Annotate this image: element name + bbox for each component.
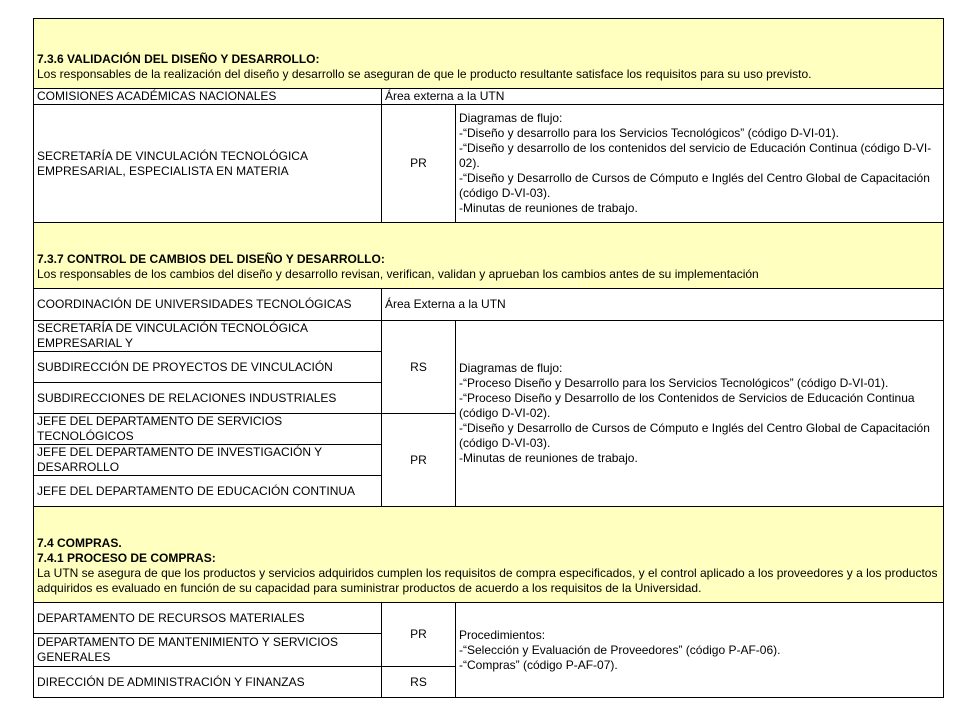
table-row	[34, 321, 944, 352]
reference-documents	[456, 603, 944, 698]
responsibility-code: PR	[382, 603, 456, 667]
responsibility-code: RS	[382, 667, 456, 698]
responsible-role: SECRETARÍA DE VINCULACIÓN TECNOLÓGICA EMPRESARIAL Y	[34, 321, 382, 352]
doc-line: -“Diseño y Desarrollo de Cursos de Cómputo e Inglés del Centro Global de Capacitación (código D-VI-03).	[459, 171, 930, 200]
section-description: Los responsables de la realización del diseño y desarrollo se aseguran de que le producto resultante satisface los requisitos para su uso previsto.	[37, 67, 812, 81]
table-row	[34, 89, 944, 105]
section-736-header	[34, 19, 944, 89]
external-area-label: Área externa a la UTN	[382, 89, 944, 105]
section-description: Los responsables de los cambios del diseño y desarrollo revisan, verifican, validan y aprueban los cambios antes de su implementación	[37, 267, 759, 281]
responsible-role: DIRECCIÓN DE ADMINISTRACIÓN Y FINANZAS	[34, 667, 382, 698]
doc-line: -“Diseño y Desarrollo de Cursos de Cómputo e Inglés del Centro Global de Capacitación (código D-VI-03).	[459, 421, 930, 450]
doc-line: -Minutas de reuniones de trabajo.	[459, 201, 638, 215]
table-row	[34, 603, 944, 634]
doc-line: Procedimientos:	[459, 627, 546, 642]
reference-documents	[456, 105, 944, 223]
responsibility-code: PR	[382, 105, 456, 223]
responsible-role: SUBDIRECCIÓN DE PROYECTOS DE VINCULACIÓN	[34, 352, 382, 383]
doc-line: -“Diseño y desarrollo para los Servicios Tecnológicos” (código D-VI-01).	[459, 126, 839, 140]
external-entity: COORDINACIÓN DE UNIVERSIDADES TECNOLÓGICAS	[34, 289, 382, 321]
responsible-role: JEFE DEL DEPARTAMENTO DE EDUCACIÓN CONTINUA	[34, 476, 382, 507]
section-737-header	[34, 223, 944, 289]
document-page	[33, 18, 943, 698]
doc-line: -“Proceso Diseño y Desarrollo de los Contenidos de Servicios de Educación Continua (código D-VI-02).	[459, 391, 915, 420]
doc-line: -“Diseño y desarrollo de los contenidos del servicio de Educación Continua (código D-VI-02).	[459, 141, 932, 170]
section-title: 7.3.7 CONTROL DE CAMBIOS DEL DISEÑO Y DESARROLLO:	[37, 252, 385, 266]
doc-line: -“Compras” (código P-AF-07).	[459, 657, 618, 672]
reference-documents	[456, 321, 944, 507]
section-subtitle: 7.4.1 PROCESO DE COMPRAS:	[37, 551, 216, 565]
external-area-label: Área Externa a la UTN	[382, 289, 944, 321]
section-header-row	[34, 507, 944, 603]
section-title: 7.3.6 VALIDACIÓN DEL DISEÑO Y DESARROLLO:	[37, 52, 320, 66]
table-row	[34, 105, 944, 223]
doc-line: Diagramas de flujo:	[459, 361, 563, 375]
section-title: 7.4 COMPRAS.	[37, 536, 122, 550]
doc-line: -“Selección y Evaluación de Proveedores” (código P-AF-06).	[459, 642, 781, 657]
responsible-role: SUBDIRECCIONES DE RELACIONES INDUSTRIALES	[34, 383, 382, 414]
responsible-role: JEFE DEL DEPARTAMENTO DE SERVICIOS TECNOLÓGICOS	[34, 414, 382, 445]
procedures-table	[33, 18, 944, 698]
doc-line: Diagramas de flujo:	[459, 111, 563, 125]
section-74-header	[34, 507, 944, 603]
responsibility-code: RS	[382, 321, 456, 414]
responsible-role: SECRETARÍA DE VINCULACIÓN TECNOLÓGICA EMPRESARIAL, ESPECIALISTA EN MATERIA	[34, 105, 382, 223]
responsible-role: JEFE DEL DEPARTAMENTO DE INVESTIGACIÓN Y DESARROLLO	[34, 445, 382, 476]
table-row	[34, 289, 944, 321]
external-entity: COMISIONES ACADÉMICAS NACIONALES	[34, 89, 382, 105]
doc-line: -“Proceso Diseño y Desarrollo para los Servicios Tecnológicos” (código D-VI-01).	[459, 376, 889, 390]
section-header-row	[34, 19, 944, 89]
responsible-role: DEPARTAMENTO DE RECURSOS MATERIALES	[34, 603, 382, 634]
section-description: La UTN se asegura de que los productos y servicios adquiridos cumplen los requisitos de compra especificados, y el control aplicado a los proveedores y a los productos adquiridos es evaluado en función de su capacidad para suministrar productos de acuerdo a los requisitos de la Universidad.	[37, 566, 938, 595]
responsibility-code: PR	[382, 414, 456, 507]
responsible-role: DEPARTAMENTO DE MANTENIMIENTO Y SERVICIOS GENERALES	[34, 634, 382, 667]
section-header-row	[34, 223, 944, 289]
doc-line: -Minutas de reuniones de trabajo.	[459, 451, 638, 465]
